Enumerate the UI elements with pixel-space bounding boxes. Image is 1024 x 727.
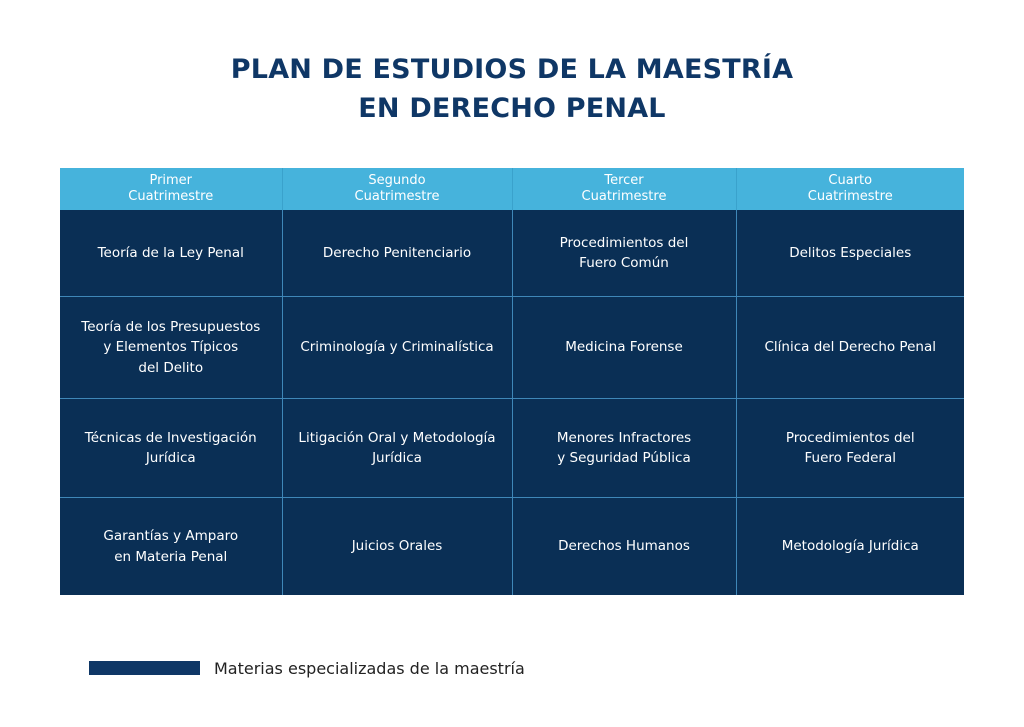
subject-cell xyxy=(60,498,282,596)
legend-label: Materias especializadas de la maestría xyxy=(214,658,525,678)
page-title-line-1: PLAN DE ESTUDIOS DE LA MAESTRÍA xyxy=(230,54,794,86)
legend-swatch xyxy=(89,661,200,675)
subject-cell xyxy=(512,498,736,596)
header-line: Segundo xyxy=(368,173,426,188)
subject-line: Menores Infractores xyxy=(556,429,692,446)
subject-line: Juicios Orales xyxy=(351,538,443,555)
header-line: Cuatrimestre xyxy=(807,189,893,204)
subject-line: Fuero Común xyxy=(579,255,669,271)
study-plan-table xyxy=(60,168,964,595)
subject-cell xyxy=(60,297,282,399)
header-segundo-cuatrimestre xyxy=(282,168,512,210)
subject-line: Metodología Jurídica xyxy=(781,538,919,555)
subject-line: Procedimientos del xyxy=(785,429,915,446)
subject-cell xyxy=(60,210,282,297)
subject-line: en Materia Penal xyxy=(114,548,228,565)
subject-cell xyxy=(736,210,964,297)
subject-line: Teoría de la Ley Penal xyxy=(97,244,244,261)
subject-line: Técnicas de Investigación xyxy=(84,429,257,446)
subject-line: y Elementos Típicos xyxy=(103,339,239,356)
subject-cell xyxy=(512,297,736,399)
page-title-line-2: EN DERECHO PENAL xyxy=(358,93,666,125)
table-header-row xyxy=(60,168,964,210)
subject-line: Derecho Penitenciario xyxy=(322,244,472,261)
subject-line: Derechos Humanos xyxy=(558,538,690,555)
header-line: Cuatrimestre xyxy=(354,189,440,204)
subject-cell xyxy=(512,210,736,297)
header-cuarto-cuatrimestre xyxy=(736,168,964,210)
table-row xyxy=(60,498,964,596)
subject-cell xyxy=(512,399,736,498)
table-row xyxy=(60,210,964,297)
header-line: Cuatrimestre xyxy=(581,189,667,204)
subject-line: Medicina Forense xyxy=(565,339,683,356)
subject-line: Clínica del Derecho Penal xyxy=(764,339,936,356)
subject-line: Garantías y Amparo xyxy=(103,528,239,544)
table-row xyxy=(60,399,964,498)
subject-cell xyxy=(736,297,964,399)
header-line: Cuarto xyxy=(828,173,873,188)
subject-line: Criminología y Criminalística xyxy=(300,339,494,356)
subject-cell xyxy=(60,399,282,498)
subject-line: Jurídica xyxy=(372,450,422,466)
subject-line: Teoría de los Presupuestos xyxy=(81,318,261,335)
subject-line: del Delito xyxy=(138,359,204,376)
subject-line: Delitos Especiales xyxy=(789,244,912,261)
header-primer-cuatrimestre xyxy=(60,168,282,210)
subject-cell xyxy=(282,399,512,498)
subject-line: Fuero Federal xyxy=(804,450,896,466)
subject-line: Litigación Oral y Metodología xyxy=(298,429,496,446)
page-title xyxy=(0,50,1024,128)
subject-cell xyxy=(282,210,512,297)
subject-line: y Seguridad Pública xyxy=(557,450,691,466)
subject-cell xyxy=(282,498,512,596)
header-line: Cuatrimestre xyxy=(128,189,214,204)
header-line: Primer xyxy=(149,173,193,188)
header-tercer-cuatrimestre xyxy=(512,168,736,210)
subject-cell xyxy=(282,297,512,399)
subject-line: Procedimientos del xyxy=(559,234,689,251)
table-row xyxy=(60,297,964,399)
subject-cell xyxy=(736,498,964,596)
subject-cell xyxy=(736,399,964,498)
subject-line: Jurídica xyxy=(145,450,196,466)
header-line: Tercer xyxy=(604,173,644,188)
legend xyxy=(89,655,525,681)
